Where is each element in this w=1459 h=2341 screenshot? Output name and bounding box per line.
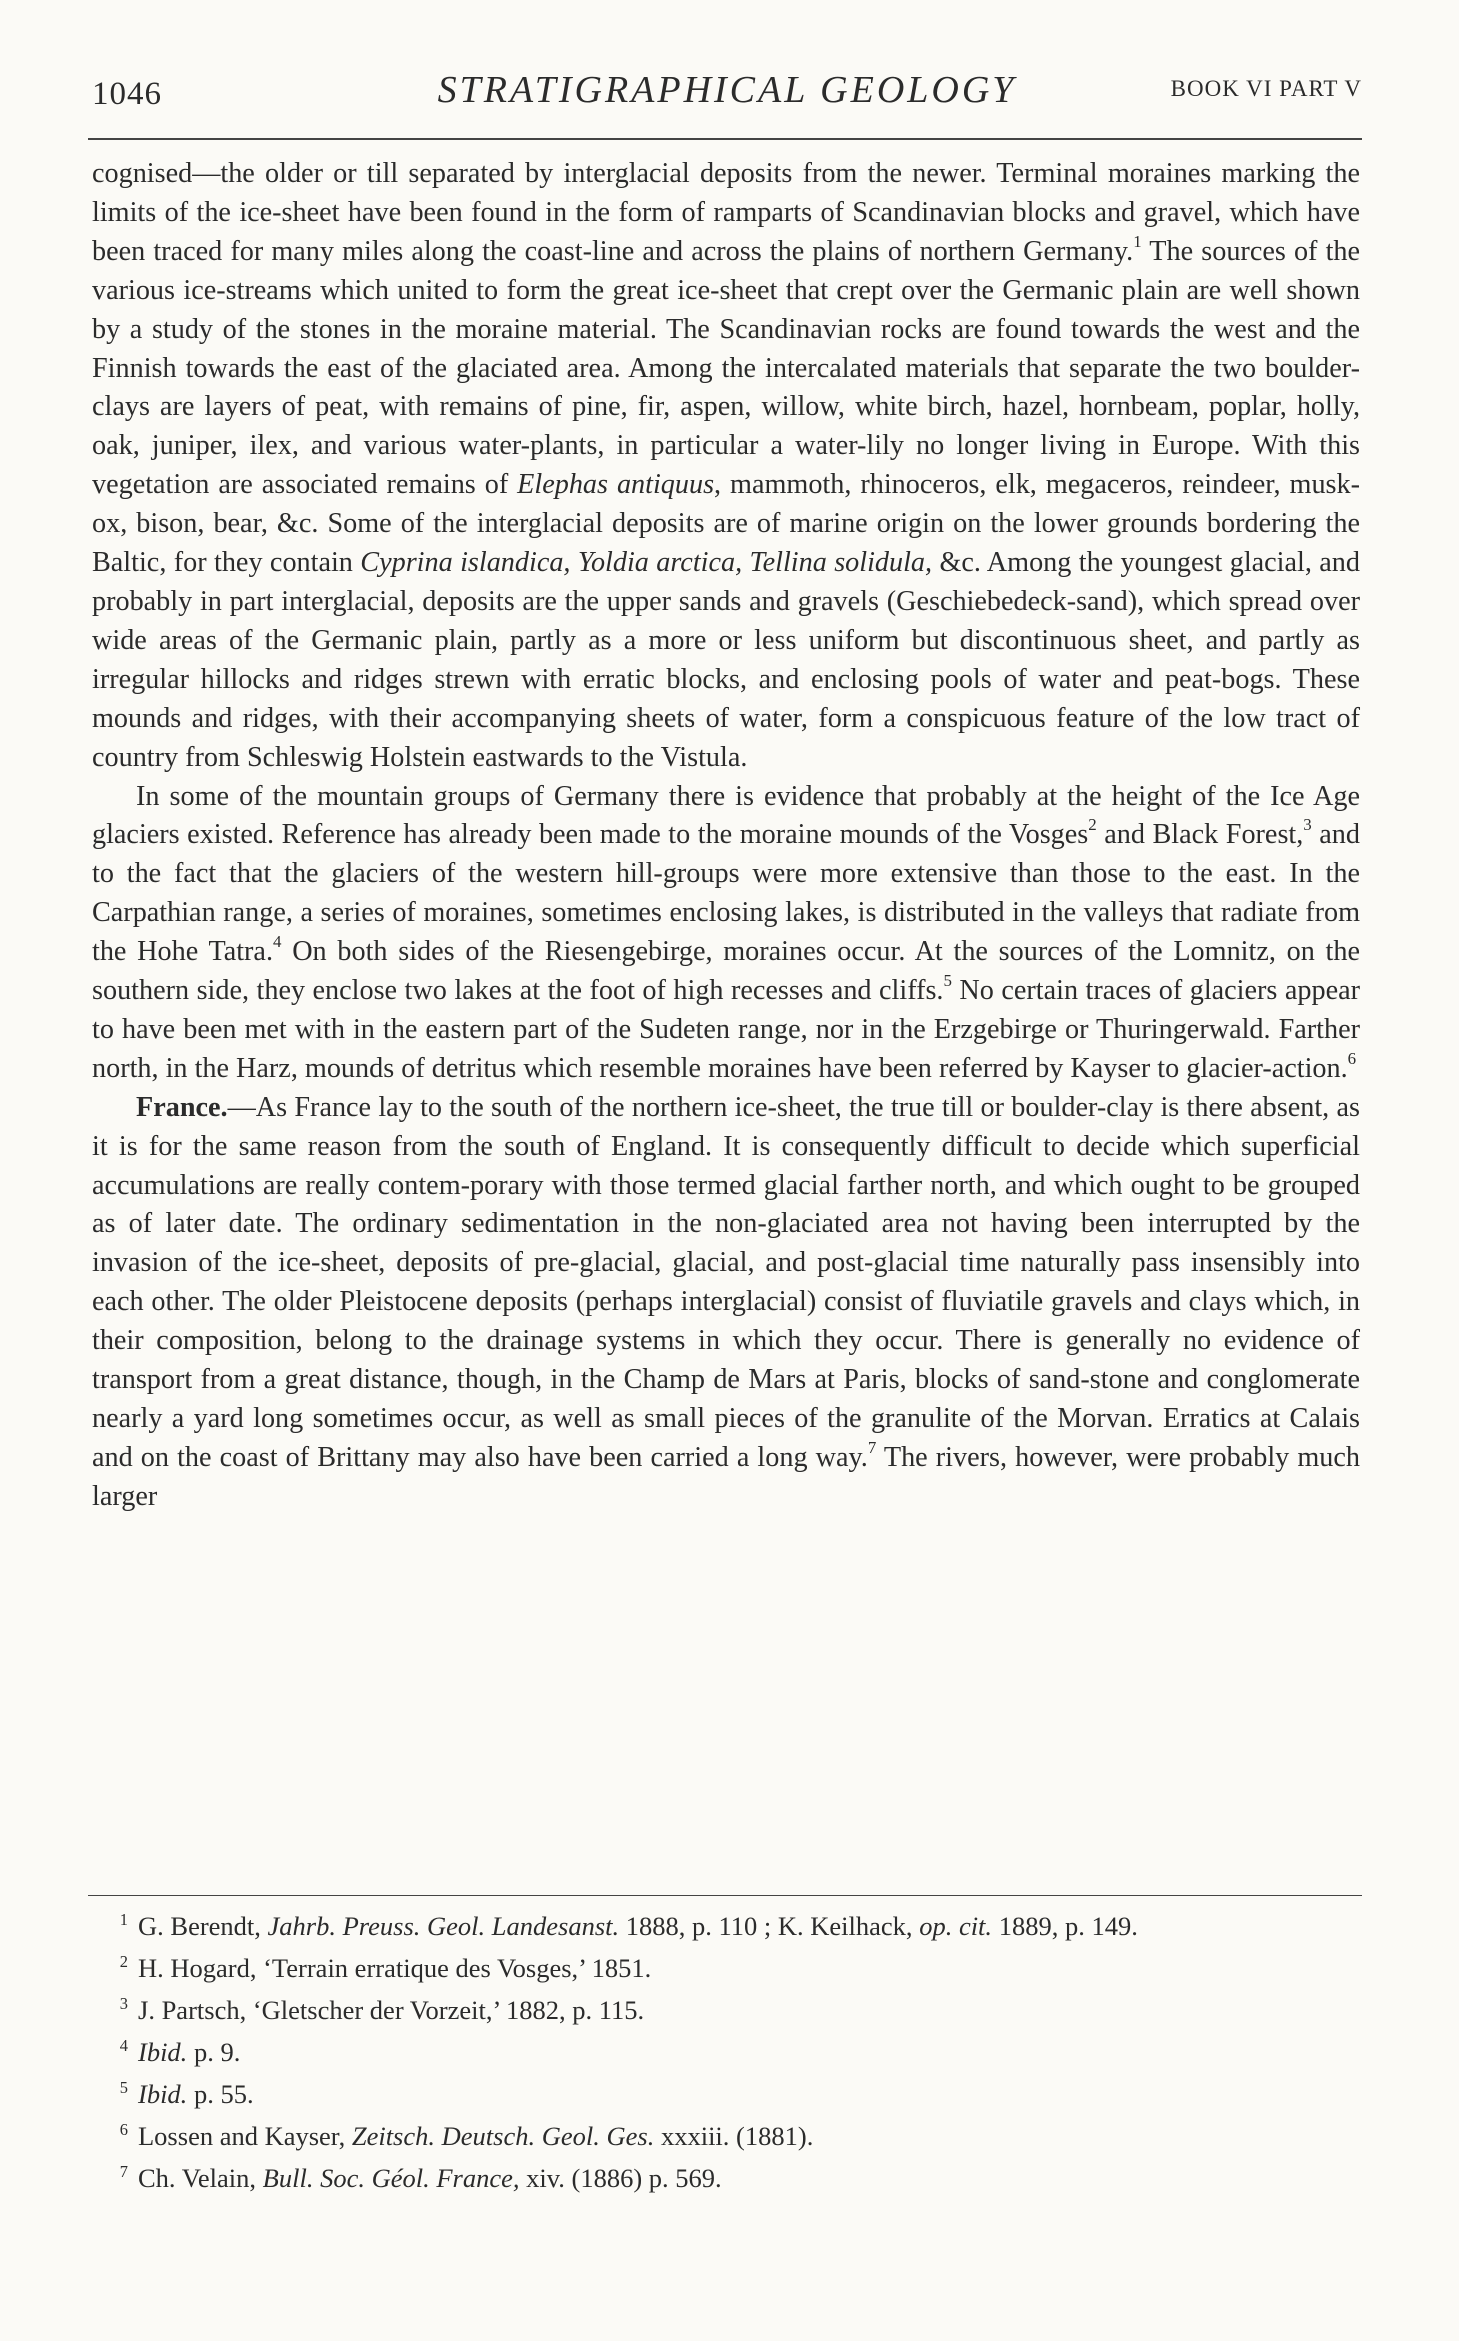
footnote-3: 3 J. Partsch, ‘Gletscher der Vorzeit,’ 1882, p. 115. <box>119 1994 645 2025</box>
footnote-rule <box>88 1895 1362 1896</box>
paragraph-france: France.—As France lay to the south of the northern ice-sheet, the true till or boulder-clay is there absent, as it is for the same reason from the south of England. It is consequently difficult to decide which superficial accumulations are really contem-porary with those termed glacial farther north, and which ought to be grouped as of later date. The ordinary sedimentation in the non-glaciated area not having been interrupted by the invasion of the ice-sheet, deposits of pre-glacial, glacial, and post-glacial time naturally pass insensibly into each other. The older Pleistocene deposits (perhaps interglacial) consist of fluviatile gravels and clays which, in their composition, belong to the drainage systems in which they occur. There is generally no evidence of transport from a great distance, though, in the Champ de Mars at Paris, blocks of sand-stone and conglomerate nearly a yard long sometimes occur, as well as small pieces of the granulite of the Morvan. Erratics at Calais and on the coast of Brittany may also have been carried a long way.$^7$ The rivers, however, were probably much larger <box>92 1091 1360 1512</box>
paragraph-germany-plain: cognised—the older or till separated by interglacial deposits from the newer. Terminal moraines marking the limits of the ice-sheet have been found in the form of ramparts of Scandinavian blocks and gravel, which have been traced for many miles along the coast-line and across the plains of northern Germany.$^1$ The sources of the various ice-streams which united to form the great ice-sheet that crept over the Germanic plain are well shown by a study of the stones in the moraine material. The Scandinavian rocks are found towards the west and the Finnish towards the east of the glaciated area. Among the intercalated materials that separate the two boulder-clays are layers of peat, with remains of pine, fir, aspen, willow, white birch, hazel, hornbeam, poplar, holly, oak, juniper, ilex, and various water-plants, in particular a water-lily no longer living in Europe. With this vegetation are associated remains of Elephas antiquus, mammoth, rhinoceros, elk, megaceros, reindeer, musk-ox, bison, bear, &c. Some of the interglacial deposits are of marine origin on the lower grounds bordering the Baltic, for they contain Cyprina islandica, Yoldia arctica, Tellina solidula, &c. Among the youngest glacial, and probably in part interglacial, deposits are the upper sands and gravels (Geschiebedeck-sand), which spread over wide areas of the Germanic plain, partly as a more or less uniform but discontinuous sheet, and partly as irregular hillocks and ridges strewn with erratic blocks, and enclosing pools of water and peat-bogs. These mounds and ridges, with their accompanying sheets of water, form a conspicuous feature of the low tract of country from Schleswig Holstein eastwards to the Vistula. <box>92 158 1361 773</box>
running-header <box>92 62 1362 122</box>
species-list: Cyprina islandica, Yoldia arctica, Tellina solidula, <box>360 547 933 579</box>
footnote-5: 5 Ibid. p. 55. <box>119 2078 254 2109</box>
footnote-2: 2 H. Hogard, ‘Terrain erratique des Vosges,’ 1851. <box>119 1952 652 1983</box>
footnote-7: 7 Ch. Velain, Bull. Soc. Géol. France, xiv. (1886) p. 569. <box>119 2162 722 2193</box>
paragraph-mountain-glaciers: In some of the mountain groups of Germany there is evidence that probably at the height of the Ice Age glaciers existed. Reference has already been made to the moraine mounds of the Vosges$^2$ and Black Forest,$^3$ and to the fact that the glaciers of the western hill-groups were more extensive than those to the east. In the Carpathian range, a series of moraines, sometimes enclosing lakes, is distributed in the valleys that radiate from the Hohe Tatra.$^4$ On both sides of the Riesengebirge, moraines occur. At the sources of the Lomnitz, on the southern side, they enclose two lakes at the foot of high recesses and cliffs.$^5$ No certain traces of glaciers appear to have been met with in the eastern part of the Sudeten range, nor in the Erzgebirge or Thuringerwald. Farther north, in the Harz, mounds of detritus which resemble moraines have been referred by Kayser to glacier-action.$^6$ <box>92 780 1360 1084</box>
footnote-6: 6 Lossen and Kayser, Zeitsch. Deutsch. Geol. Ges. xxxiii. (1881). <box>119 2120 814 2151</box>
footnote-ref-4: 4 <box>273 932 282 952</box>
header-rule <box>88 138 1362 140</box>
footnote-ref-5: 5 <box>943 971 952 991</box>
footnote-ref-3: 3 <box>1303 815 1312 835</box>
book-part-label: BOOK VI PART V <box>1170 76 1362 101</box>
section-heading-france: France. <box>136 1091 228 1123</box>
footnote-ref-1: 1 <box>1133 231 1142 251</box>
running-title: STRATIGRAPHICAL GEOLOGY <box>437 69 1017 111</box>
species-name: Elephas antiquus <box>517 469 715 501</box>
footnote-4: 4 Ibid. p. 9. <box>119 2036 241 2067</box>
page-number: 1046 <box>92 76 162 112</box>
footnote-ref-2: 2 <box>1088 815 1097 835</box>
footnote-ref-6: 6 <box>1347 1048 1357 1068</box>
footnote-ref-7: 7 <box>867 1437 877 1457</box>
footnotes <box>92 1905 1360 2199</box>
footnote-1: 1 G. Berendt, Jahrb. Preuss. Geol. Landesanst. 1888, p. 110 ; K. Keilhack, op. cit. 1889, p. 149. <box>119 1910 1138 1941</box>
body-text <box>92 155 1360 1517</box>
